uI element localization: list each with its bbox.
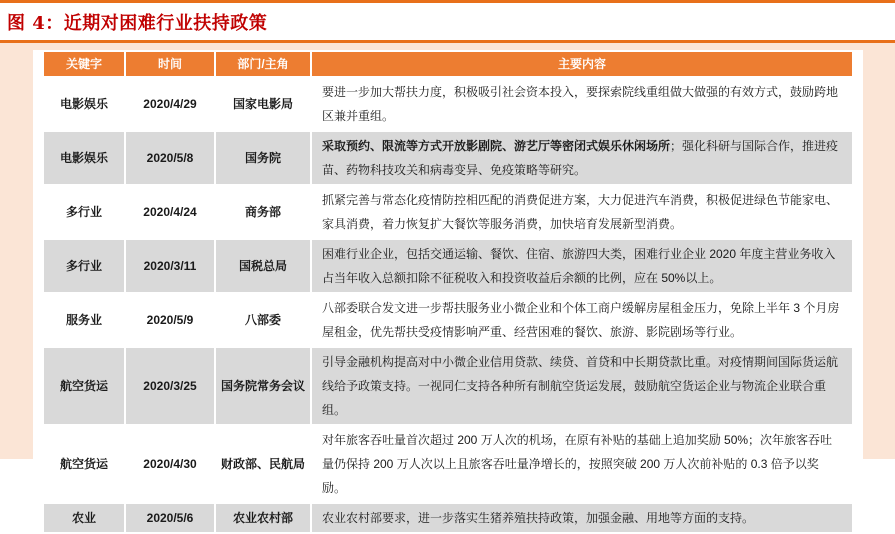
date-cell: 2020/4/30 — [126, 426, 214, 502]
policy-content-text: 农业农村部要求，进一步落实生猪养殖扶持政策，加强金融、用地等方面的支持。 — [322, 511, 755, 525]
dept-cell: 农业农村部 — [216, 504, 310, 532]
policy-table-row — [44, 240, 852, 292]
dept-cell: 国税总局 — [216, 240, 310, 292]
policy-content-text: 八部委联合发文进一步帮扶服务业小微企业和个体工商户缓解房屋租金压力，免除上半年 3 个月房屋租金，优先帮扶受疫情影响严重、经营困难的餐饮、旅游、影院剧场等行业。 — [322, 301, 840, 339]
content-cell — [312, 186, 852, 238]
content-cell — [312, 294, 852, 346]
column-header-keyword: 关键字 — [44, 52, 124, 76]
figure-content-area — [0, 43, 895, 525]
content-cell — [312, 132, 852, 184]
date-cell: 2020/5/8 — [126, 132, 214, 184]
content-cell — [312, 348, 852, 424]
content-cell — [312, 240, 852, 292]
keyword-cell: 农业 — [44, 504, 124, 532]
policy-content-text: 对年旅客吞吐量首次超过 200 万人次的机场，在原有补贴的基础上追加奖励 50%；次年旅客吞吐量仍保持 200 万人次以上且旅客吞吐量净增长的，按照突破 200 万人次前补贴的 0.3 倍予以奖励。 — [322, 433, 833, 495]
table-card — [33, 50, 863, 525]
column-header-content: 主要内容 — [312, 52, 852, 76]
policy-table-row — [44, 186, 852, 238]
column-header-date: 时间 — [126, 52, 214, 76]
date-cell: 2020/4/24 — [126, 186, 214, 238]
policy-table-row — [44, 426, 852, 502]
keyword-cell: 航空货运 — [44, 426, 124, 502]
policy-table-row — [44, 132, 852, 184]
policy-table-row — [44, 78, 852, 130]
policy-table — [42, 50, 854, 534]
date-cell: 2020/3/11 — [126, 240, 214, 292]
policy-table-row — [44, 348, 852, 424]
dept-cell: 财政部、民航局 — [216, 426, 310, 502]
figure-title-bar — [0, 3, 895, 43]
keyword-cell: 服务业 — [44, 294, 124, 346]
date-cell: 2020/4/29 — [126, 78, 214, 130]
date-cell: 2020/5/6 — [126, 504, 214, 532]
policy-content-text: 抓紧完善与常态化疫情防控相匹配的消费促进方案，大力促进汽车消费，积极促进绿色节能家电、家具消费，着力恢复扩大餐饮等服务消费，加快培育发展新型消费。 — [322, 193, 839, 231]
policy-table-header — [44, 52, 852, 76]
policy-table-row — [44, 504, 852, 532]
dept-cell: 国家电影局 — [216, 78, 310, 130]
keyword-cell: 电影娱乐 — [44, 132, 124, 184]
policy-content-text: 要进一步加大帮扶力度，积极吸引社会资本投入，要探索院线重组做大做强的有效方式，鼓励跨地区兼并重组。 — [322, 85, 839, 123]
policy-table-body — [44, 78, 852, 532]
keyword-cell: 电影娱乐 — [44, 78, 124, 130]
policy-content-bold: 采取预约、限流等方式开放影剧院、游艺厅等密闭式娱乐休闲场所 — [322, 139, 671, 153]
policy-content-text: 引导金融机构提高对中小微企业信用贷款、续贷、首贷和中长期贷款比重。对疫情期间国际货运航线给予政策支持。一视同仁支持各种所有制航空货运发展，鼓励航空货运企业与物流企业联合重组。 — [322, 355, 839, 417]
keyword-cell: 多行业 — [44, 240, 124, 292]
keyword-cell: 航空货运 — [44, 348, 124, 424]
date-cell: 2020/5/9 — [126, 294, 214, 346]
dept-cell: 八部委 — [216, 294, 310, 346]
content-cell — [312, 504, 852, 532]
figure-title: 图 4：近期对困难行业扶持政策 — [7, 12, 268, 34]
keyword-cell: 多行业 — [44, 186, 124, 238]
policy-table-row — [44, 294, 852, 346]
policy-content-text: 困难行业企业，包括交通运输、餐饮、住宿、旅游四大类，困难行业企业 2020 年度主营业务收入占当年收入总额扣除不征税收入和投资收益后余额的比例，应在 50%以上。 — [322, 247, 836, 285]
content-cell — [312, 78, 852, 130]
dept-cell: 国务院 — [216, 132, 310, 184]
dept-cell: 商务部 — [216, 186, 310, 238]
policy-content-text: ；强化科研与国际合作，推进疫苗、药物科技攻关和病毒变异、免疫策略等研究。 — [322, 139, 839, 177]
column-header-department: 部门/主角 — [216, 52, 310, 76]
header-row — [44, 52, 852, 76]
content-cell — [312, 426, 852, 502]
date-cell: 2020/3/25 — [126, 348, 214, 424]
dept-cell: 国务院常务会议 — [216, 348, 310, 424]
